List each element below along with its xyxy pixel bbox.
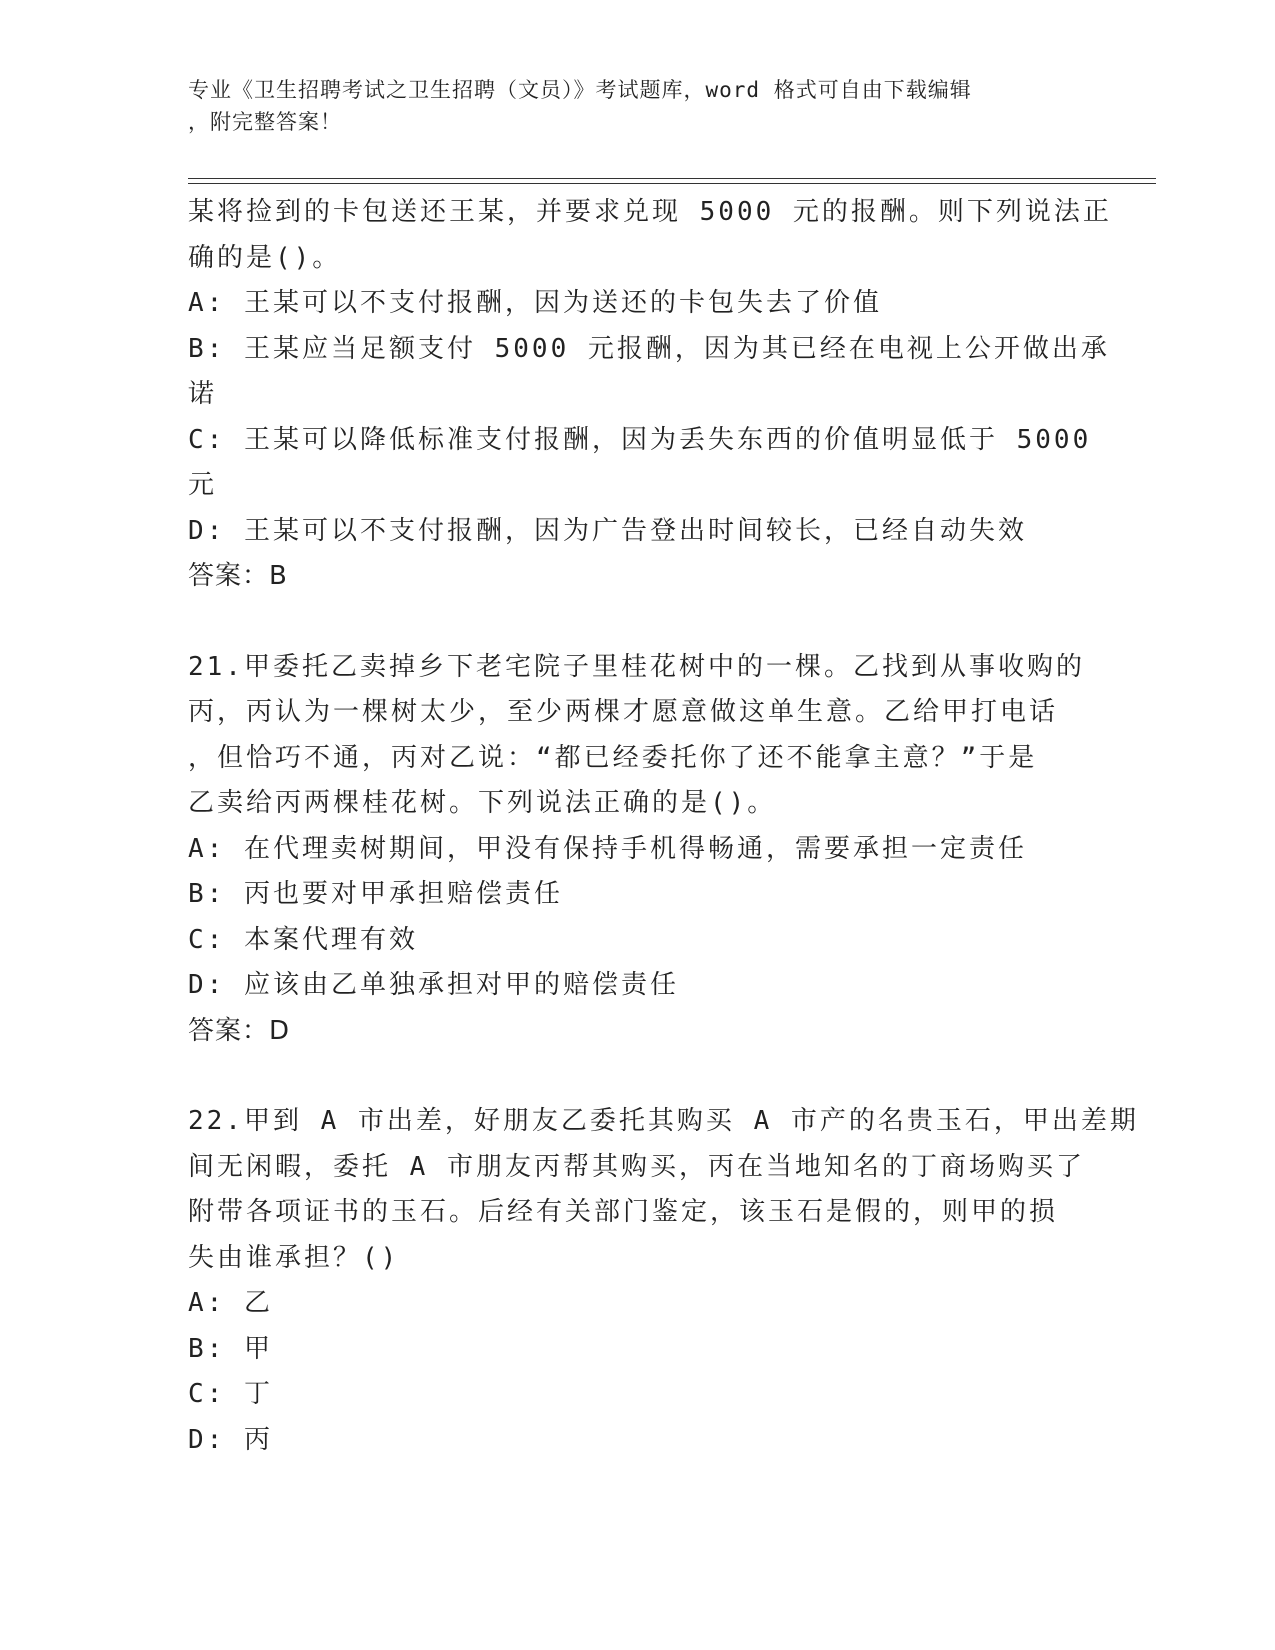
question-stem-line: 某将捡到的卡包送还王某，并要求兑现 5000 元的报酬。则下列说法正 (188, 197, 1112, 227)
question-stem-line: 附带各项证书的玉石。后经有关部门鉴定，该玉石是假的，则甲的损 (188, 1197, 1059, 1227)
option-a: A: 乙 (188, 1288, 273, 1318)
document-header (188, 74, 1088, 138)
answer-label: 答案：B (188, 561, 288, 591)
header-divider-bottom (188, 183, 1156, 184)
question-stem-line: 21.甲委托乙卖掉乡下老宅院子里桂花树中的一棵。乙找到从事收购的 (188, 651, 1085, 682)
option-b-continued: 诺 (188, 379, 218, 409)
question-stem-line: 丙，丙认为一棵树太少，至少两棵才愿意做这单生意。乙给甲打电话 (188, 697, 1059, 727)
header-line: 专业《卫生招聘考试之卫生招聘（文员）》考试题库，word 格式可自由下载编辑 (188, 78, 972, 102)
question-22 (188, 1099, 1139, 1463)
option-a: A: 王某可以不支付报酬，因为送还的卡包失去了价值 (188, 288, 882, 318)
option-c: C: 王某可以降低标准支付报酬，因为丢失东西的价值明显低于 5000 (188, 424, 1092, 455)
option-b: B: 甲 (188, 1333, 273, 1364)
question-stem-line: 确的是()。 (188, 242, 342, 273)
question-stem-line: 间无闲暇，委托 A 市朋友丙帮其购买，丙在当地知名的丁商场购买了 (188, 1151, 1085, 1182)
option-a: A: 在代理卖树期间，甲没有保持手机得畅通，需要承担一定责任 (188, 833, 1027, 864)
option-b: B: 王某应当足额支付 5000 元报酬，因为其已经在电视上公开做出承 (188, 333, 1110, 364)
header-line: ，附完整答案！ (188, 110, 342, 134)
option-d: D: 丙 (188, 1424, 273, 1455)
question-spacer (188, 1054, 1088, 1099)
question-20 (188, 190, 1112, 600)
question-stem-line: ，但恰巧不通，丙对乙说：“都已经委托你了还不能拿主意？”于是 (188, 742, 1038, 773)
question-21 (188, 645, 1088, 1055)
question-stem-line: 22.甲到 A 市出差，好朋友乙委托其购买 A 市产的名贵玉石，甲出差期 (188, 1106, 1139, 1136)
option-c: C: 本案代理有效 (188, 924, 418, 955)
answer-label: 答案：D (188, 1015, 291, 1046)
question-stem-line: 乙卖给丙两棵桂花树。下列说法正确的是()。 (188, 788, 777, 818)
option-c: C: 丁 (188, 1379, 273, 1409)
option-d: D: 王某可以不支付报酬，因为广告登出时间较长，已经自动失效 (188, 515, 1027, 546)
question-list (188, 190, 1139, 1463)
option-b: B: 丙也要对甲承担赔偿责任 (188, 879, 563, 909)
option-c-continued: 元 (188, 470, 218, 500)
question-spacer (188, 600, 1088, 645)
header-divider-top (188, 178, 1156, 179)
option-d: D: 应该由乙单独承担对甲的赔偿责任 (188, 970, 679, 1000)
question-stem-line: 失由谁承担？() (188, 1242, 400, 1273)
